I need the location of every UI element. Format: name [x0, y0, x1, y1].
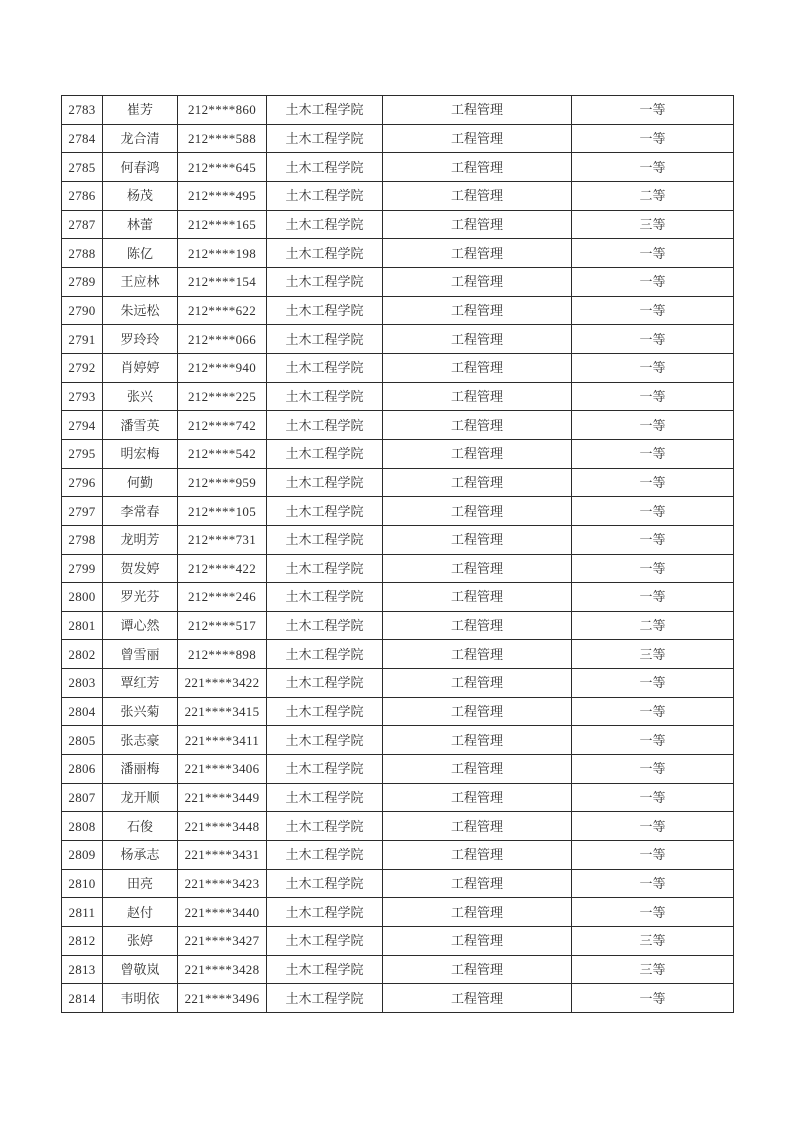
cell-college: 土木工程学院: [267, 554, 383, 583]
cell-student-id-masked: 212****860: [178, 96, 267, 125]
cell-college: 土木工程学院: [267, 267, 383, 296]
table-row: [62, 181, 734, 210]
cell-serial-number: 2796: [62, 468, 103, 497]
cell-student-id-masked: 221****3406: [178, 755, 267, 784]
cell-major: 工程管理: [383, 955, 572, 984]
cell-major: 工程管理: [383, 296, 572, 325]
cell-major: 工程管理: [383, 439, 572, 468]
cell-college: 土木工程学院: [267, 955, 383, 984]
table-row: [62, 869, 734, 898]
cell-student-id-masked: 221****3431: [178, 841, 267, 870]
cell-major: 工程管理: [383, 841, 572, 870]
table-row: [62, 267, 734, 296]
table-row: [62, 984, 734, 1013]
cell-major: 工程管理: [383, 181, 572, 210]
cell-serial-number: 2786: [62, 181, 103, 210]
cell-major: 工程管理: [383, 869, 572, 898]
cell-award-level: 三等: [572, 927, 734, 956]
table-row: [62, 497, 734, 526]
cell-serial-number: 2800: [62, 583, 103, 612]
cell-student-id-masked: 221****3440: [178, 898, 267, 927]
cell-award-level: 二等: [572, 611, 734, 640]
cell-serial-number: 2793: [62, 382, 103, 411]
cell-major: 工程管理: [383, 984, 572, 1013]
cell-student-id-masked: 212****959: [178, 468, 267, 497]
cell-college: 土木工程学院: [267, 869, 383, 898]
cell-college: 土木工程学院: [267, 841, 383, 870]
cell-college: 土木工程学院: [267, 153, 383, 182]
cell-college: 土木工程学院: [267, 812, 383, 841]
cell-college: 土木工程学院: [267, 697, 383, 726]
table-body: [62, 96, 734, 1013]
cell-award-level: 一等: [572, 812, 734, 841]
cell-serial-number: 2805: [62, 726, 103, 755]
cell-student-id-masked: 212****898: [178, 640, 267, 669]
cell-college: 土木工程学院: [267, 984, 383, 1013]
cell-major: 工程管理: [383, 812, 572, 841]
cell-student-name: 杨茂: [103, 181, 178, 210]
table-row: [62, 296, 734, 325]
cell-serial-number: 2803: [62, 669, 103, 698]
cell-student-id-masked: 212****066: [178, 325, 267, 354]
table-row: [62, 812, 734, 841]
cell-serial-number: 2810: [62, 869, 103, 898]
cell-college: 土木工程学院: [267, 497, 383, 526]
cell-major: 工程管理: [383, 267, 572, 296]
cell-major: 工程管理: [383, 525, 572, 554]
table-row: [62, 239, 734, 268]
cell-student-name: 肖婷婷: [103, 353, 178, 382]
cell-serial-number: 2814: [62, 984, 103, 1013]
cell-college: 土木工程学院: [267, 783, 383, 812]
table-row: [62, 325, 734, 354]
cell-college: 土木工程学院: [267, 411, 383, 440]
table-row: [62, 525, 734, 554]
cell-student-name: 李常春: [103, 497, 178, 526]
cell-college: 土木工程学院: [267, 181, 383, 210]
cell-major: 工程管理: [383, 153, 572, 182]
cell-student-id-masked: 212****622: [178, 296, 267, 325]
cell-student-name: 覃红芳: [103, 669, 178, 698]
cell-student-id-masked: 212****165: [178, 210, 267, 239]
cell-award-level: 三等: [572, 210, 734, 239]
cell-college: 土木工程学院: [267, 611, 383, 640]
cell-student-name: 杨承志: [103, 841, 178, 870]
cell-college: 土木工程学院: [267, 726, 383, 755]
cell-major: 工程管理: [383, 755, 572, 784]
cell-award-level: 一等: [572, 984, 734, 1013]
cell-serial-number: 2809: [62, 841, 103, 870]
table-row: [62, 353, 734, 382]
cell-serial-number: 2790: [62, 296, 103, 325]
cell-student-id-masked: 212****422: [178, 554, 267, 583]
table-row: [62, 439, 734, 468]
cell-college: 土木工程学院: [267, 525, 383, 554]
cell-serial-number: 2807: [62, 783, 103, 812]
cell-award-level: 一等: [572, 382, 734, 411]
cell-student-name: 韦明依: [103, 984, 178, 1013]
cell-student-name: 田亮: [103, 869, 178, 898]
table-row: [62, 783, 734, 812]
cell-award-level: 一等: [572, 525, 734, 554]
cell-award-level: 一等: [572, 124, 734, 153]
cell-student-id-masked: 212****246: [178, 583, 267, 612]
cell-serial-number: 2784: [62, 124, 103, 153]
cell-major: 工程管理: [383, 726, 572, 755]
cell-award-level: 一等: [572, 783, 734, 812]
cell-serial-number: 2791: [62, 325, 103, 354]
cell-award-level: 一等: [572, 411, 734, 440]
cell-major: 工程管理: [383, 927, 572, 956]
cell-student-id-masked: 212****225: [178, 382, 267, 411]
cell-award-level: 三等: [572, 640, 734, 669]
cell-student-id-masked: 212****154: [178, 267, 267, 296]
cell-student-id-masked: 221****3423: [178, 869, 267, 898]
cell-serial-number: 2788: [62, 239, 103, 268]
cell-serial-number: 2795: [62, 439, 103, 468]
cell-college: 土木工程学院: [267, 468, 383, 497]
cell-serial-number: 2797: [62, 497, 103, 526]
cell-major: 工程管理: [383, 640, 572, 669]
cell-student-name: 罗玲玲: [103, 325, 178, 354]
cell-student-name: 潘丽梅: [103, 755, 178, 784]
cell-student-id-masked: 212****588: [178, 124, 267, 153]
cell-student-name: 曾敬岚: [103, 955, 178, 984]
cell-award-level: 一等: [572, 726, 734, 755]
cell-student-id-masked: 221****3427: [178, 927, 267, 956]
cell-major: 工程管理: [383, 210, 572, 239]
table-row: [62, 726, 734, 755]
cell-major: 工程管理: [383, 353, 572, 382]
cell-student-name: 张婷: [103, 927, 178, 956]
table-row: [62, 640, 734, 669]
cell-award-level: 一等: [572, 898, 734, 927]
cell-student-id-masked: 221****3415: [178, 697, 267, 726]
cell-college: 土木工程学院: [267, 382, 383, 411]
cell-student-name: 张兴菊: [103, 697, 178, 726]
cell-student-id-masked: 212****940: [178, 353, 267, 382]
cell-award-level: 一等: [572, 497, 734, 526]
cell-college: 土木工程学院: [267, 439, 383, 468]
cell-student-id-masked: 212****105: [178, 497, 267, 526]
cell-award-level: 一等: [572, 869, 734, 898]
table-row: [62, 583, 734, 612]
cell-student-id-masked: 212****495: [178, 181, 267, 210]
cell-serial-number: 2812: [62, 927, 103, 956]
cell-serial-number: 2794: [62, 411, 103, 440]
cell-college: 土木工程学院: [267, 898, 383, 927]
cell-major: 工程管理: [383, 898, 572, 927]
cell-serial-number: 2785: [62, 153, 103, 182]
cell-award-level: 一等: [572, 296, 734, 325]
cell-student-id-masked: 221****3411: [178, 726, 267, 755]
cell-serial-number: 2801: [62, 611, 103, 640]
cell-student-id-masked: 212****198: [178, 239, 267, 268]
cell-student-name: 朱远松: [103, 296, 178, 325]
cell-award-level: 一等: [572, 583, 734, 612]
cell-college: 土木工程学院: [267, 325, 383, 354]
cell-college: 土木工程学院: [267, 583, 383, 612]
cell-award-level: 一等: [572, 153, 734, 182]
cell-serial-number: 2798: [62, 525, 103, 554]
cell-major: 工程管理: [383, 697, 572, 726]
cell-student-name: 何勤: [103, 468, 178, 497]
cell-award-level: 一等: [572, 96, 734, 125]
table-row: [62, 468, 734, 497]
cell-student-name: 崔芳: [103, 96, 178, 125]
table-row: [62, 898, 734, 927]
cell-serial-number: 2799: [62, 554, 103, 583]
cell-serial-number: 2811: [62, 898, 103, 927]
cell-student-id-masked: 221****3449: [178, 783, 267, 812]
cell-serial-number: 2789: [62, 267, 103, 296]
cell-college: 土木工程学院: [267, 755, 383, 784]
cell-student-id-masked: 221****3422: [178, 669, 267, 698]
cell-award-level: 一等: [572, 353, 734, 382]
cell-major: 工程管理: [383, 382, 572, 411]
cell-major: 工程管理: [383, 554, 572, 583]
cell-student-name: 陈亿: [103, 239, 178, 268]
table-row: [62, 841, 734, 870]
cell-award-level: 一等: [572, 325, 734, 354]
cell-college: 土木工程学院: [267, 669, 383, 698]
cell-college: 土木工程学院: [267, 239, 383, 268]
cell-student-name: 林蕾: [103, 210, 178, 239]
table-row: [62, 697, 734, 726]
cell-student-name: 明宏梅: [103, 439, 178, 468]
table-row: [62, 96, 734, 125]
cell-serial-number: 2813: [62, 955, 103, 984]
cell-major: 工程管理: [383, 325, 572, 354]
table-row: [62, 669, 734, 698]
cell-serial-number: 2792: [62, 353, 103, 382]
cell-student-id-masked: 212****517: [178, 611, 267, 640]
cell-student-id-masked: 212****731: [178, 525, 267, 554]
cell-award-level: 三等: [572, 955, 734, 984]
cell-student-name: 潘雪英: [103, 411, 178, 440]
table-row: [62, 124, 734, 153]
cell-major: 工程管理: [383, 96, 572, 125]
cell-student-name: 石俊: [103, 812, 178, 841]
cell-student-name: 龙合清: [103, 124, 178, 153]
cell-student-name: 贺发婷: [103, 554, 178, 583]
cell-student-name: 赵付: [103, 898, 178, 927]
cell-serial-number: 2802: [62, 640, 103, 669]
cell-serial-number: 2787: [62, 210, 103, 239]
cell-award-level: 一等: [572, 755, 734, 784]
cell-major: 工程管理: [383, 669, 572, 698]
cell-student-id-masked: 212****542: [178, 439, 267, 468]
table-row: [62, 927, 734, 956]
cell-student-name: 曾雪丽: [103, 640, 178, 669]
cell-major: 工程管理: [383, 411, 572, 440]
cell-award-level: 一等: [572, 697, 734, 726]
cell-serial-number: 2783: [62, 96, 103, 125]
cell-award-level: 二等: [572, 181, 734, 210]
cell-major: 工程管理: [383, 783, 572, 812]
cell-award-level: 一等: [572, 669, 734, 698]
cell-student-name: 罗光芬: [103, 583, 178, 612]
cell-college: 土木工程学院: [267, 210, 383, 239]
table-row: [62, 210, 734, 239]
cell-college: 土木工程学院: [267, 124, 383, 153]
cell-major: 工程管理: [383, 583, 572, 612]
cell-student-id-masked: 221****3448: [178, 812, 267, 841]
table-row: [62, 755, 734, 784]
table-row: [62, 955, 734, 984]
cell-student-name: 张兴: [103, 382, 178, 411]
cell-award-level: 一等: [572, 439, 734, 468]
cell-major: 工程管理: [383, 468, 572, 497]
cell-serial-number: 2806: [62, 755, 103, 784]
cell-student-id-masked: 221****3428: [178, 955, 267, 984]
cell-college: 土木工程学院: [267, 640, 383, 669]
cell-major: 工程管理: [383, 239, 572, 268]
cell-student-id-masked: 212****742: [178, 411, 267, 440]
cell-student-name: 龙开顺: [103, 783, 178, 812]
cell-award-level: 一等: [572, 239, 734, 268]
cell-serial-number: 2804: [62, 697, 103, 726]
cell-award-level: 一等: [572, 841, 734, 870]
cell-serial-number: 2808: [62, 812, 103, 841]
cell-college: 土木工程学院: [267, 353, 383, 382]
scholarship-award-table: [61, 95, 734, 1013]
cell-student-id-masked: 221****3496: [178, 984, 267, 1013]
table-row: [62, 153, 734, 182]
cell-student-name: 龙明芳: [103, 525, 178, 554]
cell-student-name: 谭心然: [103, 611, 178, 640]
cell-major: 工程管理: [383, 124, 572, 153]
cell-student-name: 何春鸿: [103, 153, 178, 182]
table-row: [62, 554, 734, 583]
cell-award-level: 一等: [572, 554, 734, 583]
table-row: [62, 411, 734, 440]
table-row: [62, 611, 734, 640]
cell-student-name: 王应林: [103, 267, 178, 296]
cell-college: 土木工程学院: [267, 296, 383, 325]
cell-award-level: 一等: [572, 468, 734, 497]
cell-student-id-masked: 212****645: [178, 153, 267, 182]
cell-college: 土木工程学院: [267, 96, 383, 125]
cell-college: 土木工程学院: [267, 927, 383, 956]
cell-major: 工程管理: [383, 611, 572, 640]
table-row: [62, 382, 734, 411]
cell-award-level: 一等: [572, 267, 734, 296]
cell-major: 工程管理: [383, 497, 572, 526]
cell-student-name: 张志豪: [103, 726, 178, 755]
